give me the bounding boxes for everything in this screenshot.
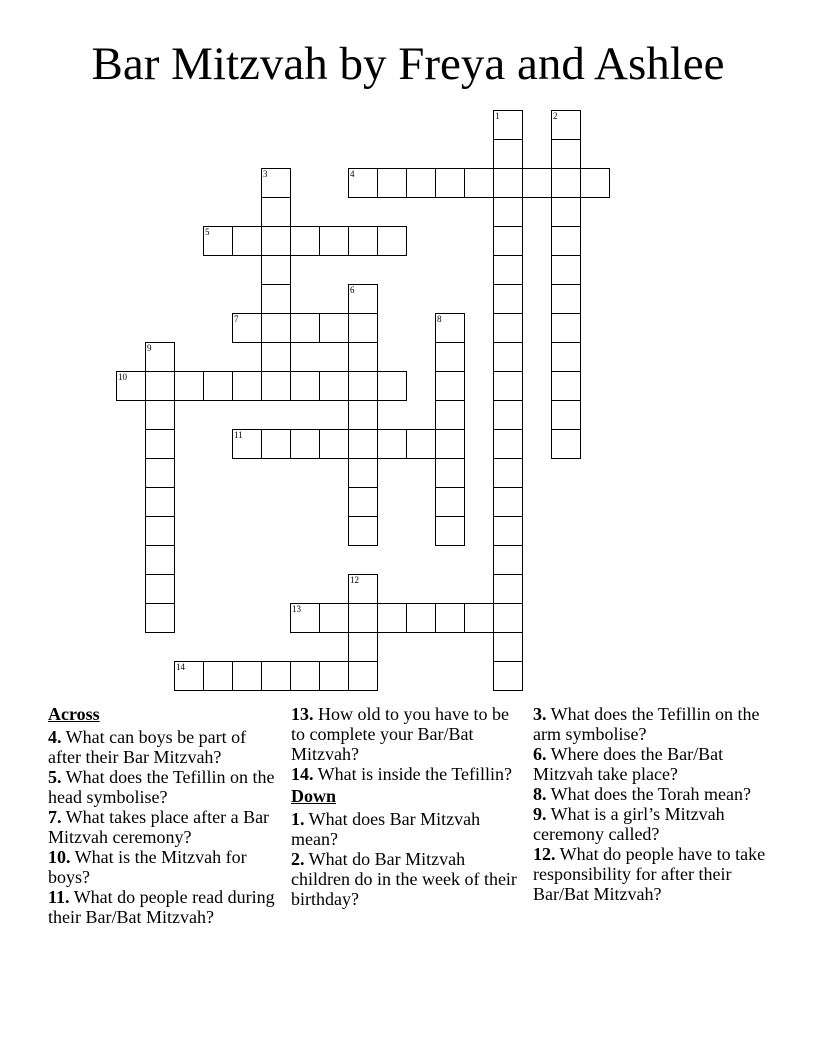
grid-cell[interactable]	[493, 429, 523, 459]
clue-number: 11	[234, 430, 243, 440]
grid-cell[interactable]	[232, 429, 262, 459]
grid-cell[interactable]	[406, 168, 436, 198]
grid-cell[interactable]	[377, 226, 407, 256]
grid-cell[interactable]	[551, 371, 581, 401]
grid-cell[interactable]	[493, 110, 523, 140]
clue-number: 1	[495, 111, 500, 121]
grid-cell[interactable]	[435, 516, 465, 546]
grid-cell[interactable]	[348, 603, 378, 633]
grid-cell[interactable]	[435, 168, 465, 198]
grid-cell[interactable]	[319, 429, 349, 459]
grid-cell[interactable]	[261, 429, 291, 459]
grid-cell[interactable]	[290, 371, 320, 401]
grid-cell[interactable]	[261, 284, 291, 314]
clue-across-14: 14. What is inside the Tefillin?	[291, 764, 513, 784]
grid-cell[interactable]	[493, 371, 523, 401]
grid-cell[interactable]	[348, 371, 378, 401]
grid-cell[interactable]	[493, 487, 523, 517]
clue-column-2	[291, 704, 521, 909]
grid-cell[interactable]	[406, 603, 436, 633]
clue-across-11: 11. What do people read during their Bar/Bat Mitzvah?	[48, 887, 275, 927]
grid-cell[interactable]	[232, 226, 262, 256]
clue-number: 13	[292, 604, 301, 614]
grid-cell[interactable]	[493, 255, 523, 285]
grid-cell[interactable]	[174, 371, 204, 401]
grid-cell[interactable]	[319, 313, 349, 343]
grid-cell[interactable]	[232, 371, 262, 401]
grid-cell[interactable]	[290, 313, 320, 343]
clue-down-1: 1. What does Bar Mitzvah mean?	[291, 809, 481, 849]
grid-cell[interactable]	[348, 284, 378, 314]
grid-cell[interactable]	[348, 574, 378, 604]
grid-cell[interactable]	[493, 632, 523, 662]
puzzle-title: Bar Mitzvah by Freya and Ashlee	[91, 38, 725, 90]
clue-across-4: 4. What can boys be part of after their Bar Mitzvah?	[48, 727, 247, 767]
grid-cell[interactable]	[493, 313, 523, 343]
grid-cell[interactable]	[493, 139, 523, 169]
grid-cell[interactable]	[580, 168, 610, 198]
grid-cell[interactable]	[348, 487, 378, 517]
grid-cell[interactable]	[551, 110, 581, 140]
grid-cell[interactable]	[406, 429, 436, 459]
grid-cell[interactable]	[377, 603, 407, 633]
grid-cell[interactable]	[377, 429, 407, 459]
grid-cell[interactable]	[493, 226, 523, 256]
grid-cell[interactable]	[348, 516, 378, 546]
grid-cell[interactable]	[145, 371, 175, 401]
grid-cell[interactable]	[435, 342, 465, 372]
grid-cell[interactable]	[377, 371, 407, 401]
grid-cell[interactable]	[203, 226, 233, 256]
grid-cell[interactable]	[348, 342, 378, 372]
clue-down-2: 2. What do Bar Mitzvah children do in the week of their birthday?	[291, 849, 517, 909]
clue-column-3	[533, 704, 773, 904]
grid-cell[interactable]	[174, 661, 204, 691]
grid-cell[interactable]	[145, 516, 175, 546]
grid-cell[interactable]	[145, 487, 175, 517]
grid-cell[interactable]	[493, 400, 523, 430]
clue-number: 4	[350, 169, 355, 179]
grid-cell[interactable]	[319, 226, 349, 256]
grid-cell[interactable]	[377, 168, 407, 198]
grid-cell[interactable]	[493, 168, 523, 198]
grid-cell[interactable]	[290, 429, 320, 459]
grid-cell[interactable]	[145, 400, 175, 430]
across-heading: Across	[48, 704, 100, 724]
grid-cell[interactable]	[145, 574, 175, 604]
grid-cell[interactable]	[348, 168, 378, 198]
grid-cell[interactable]	[145, 429, 175, 459]
grid-cell[interactable]	[232, 313, 262, 343]
grid-cell[interactable]	[319, 661, 349, 691]
grid-cell[interactable]	[435, 400, 465, 430]
clue-number: 3	[263, 169, 268, 179]
grid-cell[interactable]	[261, 313, 291, 343]
grid-cell[interactable]	[290, 226, 320, 256]
grid-cell[interactable]	[464, 603, 494, 633]
grid-cell[interactable]	[551, 429, 581, 459]
grid-cell[interactable]	[203, 661, 233, 691]
grid-cell[interactable]	[319, 603, 349, 633]
clue-across-5: 5. What does the Tefillin on the head symbolise?	[48, 767, 275, 807]
clue-down-9: 9. What is a girl’s Mitzvah ceremony called?	[533, 804, 725, 844]
grid-cell[interactable]	[232, 661, 262, 691]
grid-cell[interactable]	[116, 371, 146, 401]
grid-cell[interactable]	[261, 226, 291, 256]
grid-cell[interactable]	[348, 400, 378, 430]
grid-cell[interactable]	[551, 197, 581, 227]
grid-cell[interactable]	[551, 313, 581, 343]
grid-cell[interactable]	[551, 284, 581, 314]
grid-cell[interactable]	[493, 458, 523, 488]
grid-cell[interactable]	[435, 487, 465, 517]
grid-cell[interactable]	[551, 400, 581, 430]
grid-cell[interactable]	[261, 371, 291, 401]
grid-cell[interactable]	[145, 458, 175, 488]
clue-number: 5	[205, 227, 210, 237]
grid-cell[interactable]	[493, 661, 523, 691]
grid-cell[interactable]	[493, 545, 523, 575]
grid-cell[interactable]	[261, 342, 291, 372]
grid-cell[interactable]	[493, 516, 523, 546]
grid-cell[interactable]	[261, 661, 291, 691]
grid-cell[interactable]	[493, 342, 523, 372]
grid-cell[interactable]	[145, 603, 175, 633]
grid-cell[interactable]	[522, 168, 552, 198]
grid-cell[interactable]	[319, 371, 349, 401]
grid-cell[interactable]	[435, 458, 465, 488]
grid-cell[interactable]	[348, 226, 378, 256]
clue-down-12: 12. What do people have to take responsibility for after their Bar/Bat Mitzvah?	[533, 844, 766, 904]
grid-cell[interactable]	[493, 574, 523, 604]
clue-across-13: 13. How old to you have to be to complete your Bar/Bat Mitzvah?	[291, 704, 509, 764]
grid-cell[interactable]	[551, 342, 581, 372]
grid-cell[interactable]	[348, 458, 378, 488]
clue-number: 6	[350, 285, 355, 295]
grid-cell[interactable]	[493, 197, 523, 227]
grid-cell[interactable]	[261, 255, 291, 285]
clue-number: 7	[234, 314, 239, 324]
grid-cell[interactable]	[290, 603, 320, 633]
down-heading: Down	[291, 786, 337, 806]
grid-cell[interactable]	[348, 632, 378, 662]
grid-cell[interactable]	[551, 168, 581, 198]
grid-cell[interactable]	[203, 371, 233, 401]
grid-cell[interactable]	[493, 603, 523, 633]
clue-number: 12	[350, 575, 359, 585]
grid-cell[interactable]	[435, 603, 465, 633]
grid-cell[interactable]	[261, 197, 291, 227]
clue-number: 9	[147, 343, 152, 353]
clue-down-6: 6. Where does the Bar/Bat Mitzvah take place?	[533, 744, 724, 784]
grid-cell[interactable]	[435, 313, 465, 343]
grid-cell[interactable]	[435, 429, 465, 459]
clue-across-10: 10. What is the Mitzvah for boys?	[48, 847, 247, 887]
grid-cell[interactable]	[261, 168, 291, 198]
clue-down-3: 3. What does the Tefillin on the arm symbolise?	[533, 704, 760, 744]
grid-cell[interactable]	[435, 371, 465, 401]
clue-number: 10	[118, 372, 127, 382]
clue-across-7: 7. What takes place after a Bar Mitzvah ceremony?	[48, 807, 270, 847]
grid-cell[interactable]	[551, 139, 581, 169]
grid-cell[interactable]	[348, 429, 378, 459]
grid-cell[interactable]	[290, 661, 320, 691]
clue-column-1	[48, 702, 280, 927]
grid-cell[interactable]	[145, 342, 175, 372]
clue-number: 14	[176, 662, 185, 672]
clue-number: 2	[553, 111, 558, 121]
clue-down-8: 8. What does the Torah mean?	[533, 784, 752, 804]
grid-cell[interactable]	[348, 661, 378, 691]
grid-cell[interactable]	[464, 168, 494, 198]
grid-cell[interactable]	[348, 313, 378, 343]
grid-cell[interactable]	[551, 226, 581, 256]
grid-cell[interactable]	[145, 545, 175, 575]
clue-number: 8	[437, 314, 442, 324]
grid-cell[interactable]	[551, 255, 581, 285]
grid-cell[interactable]	[493, 284, 523, 314]
